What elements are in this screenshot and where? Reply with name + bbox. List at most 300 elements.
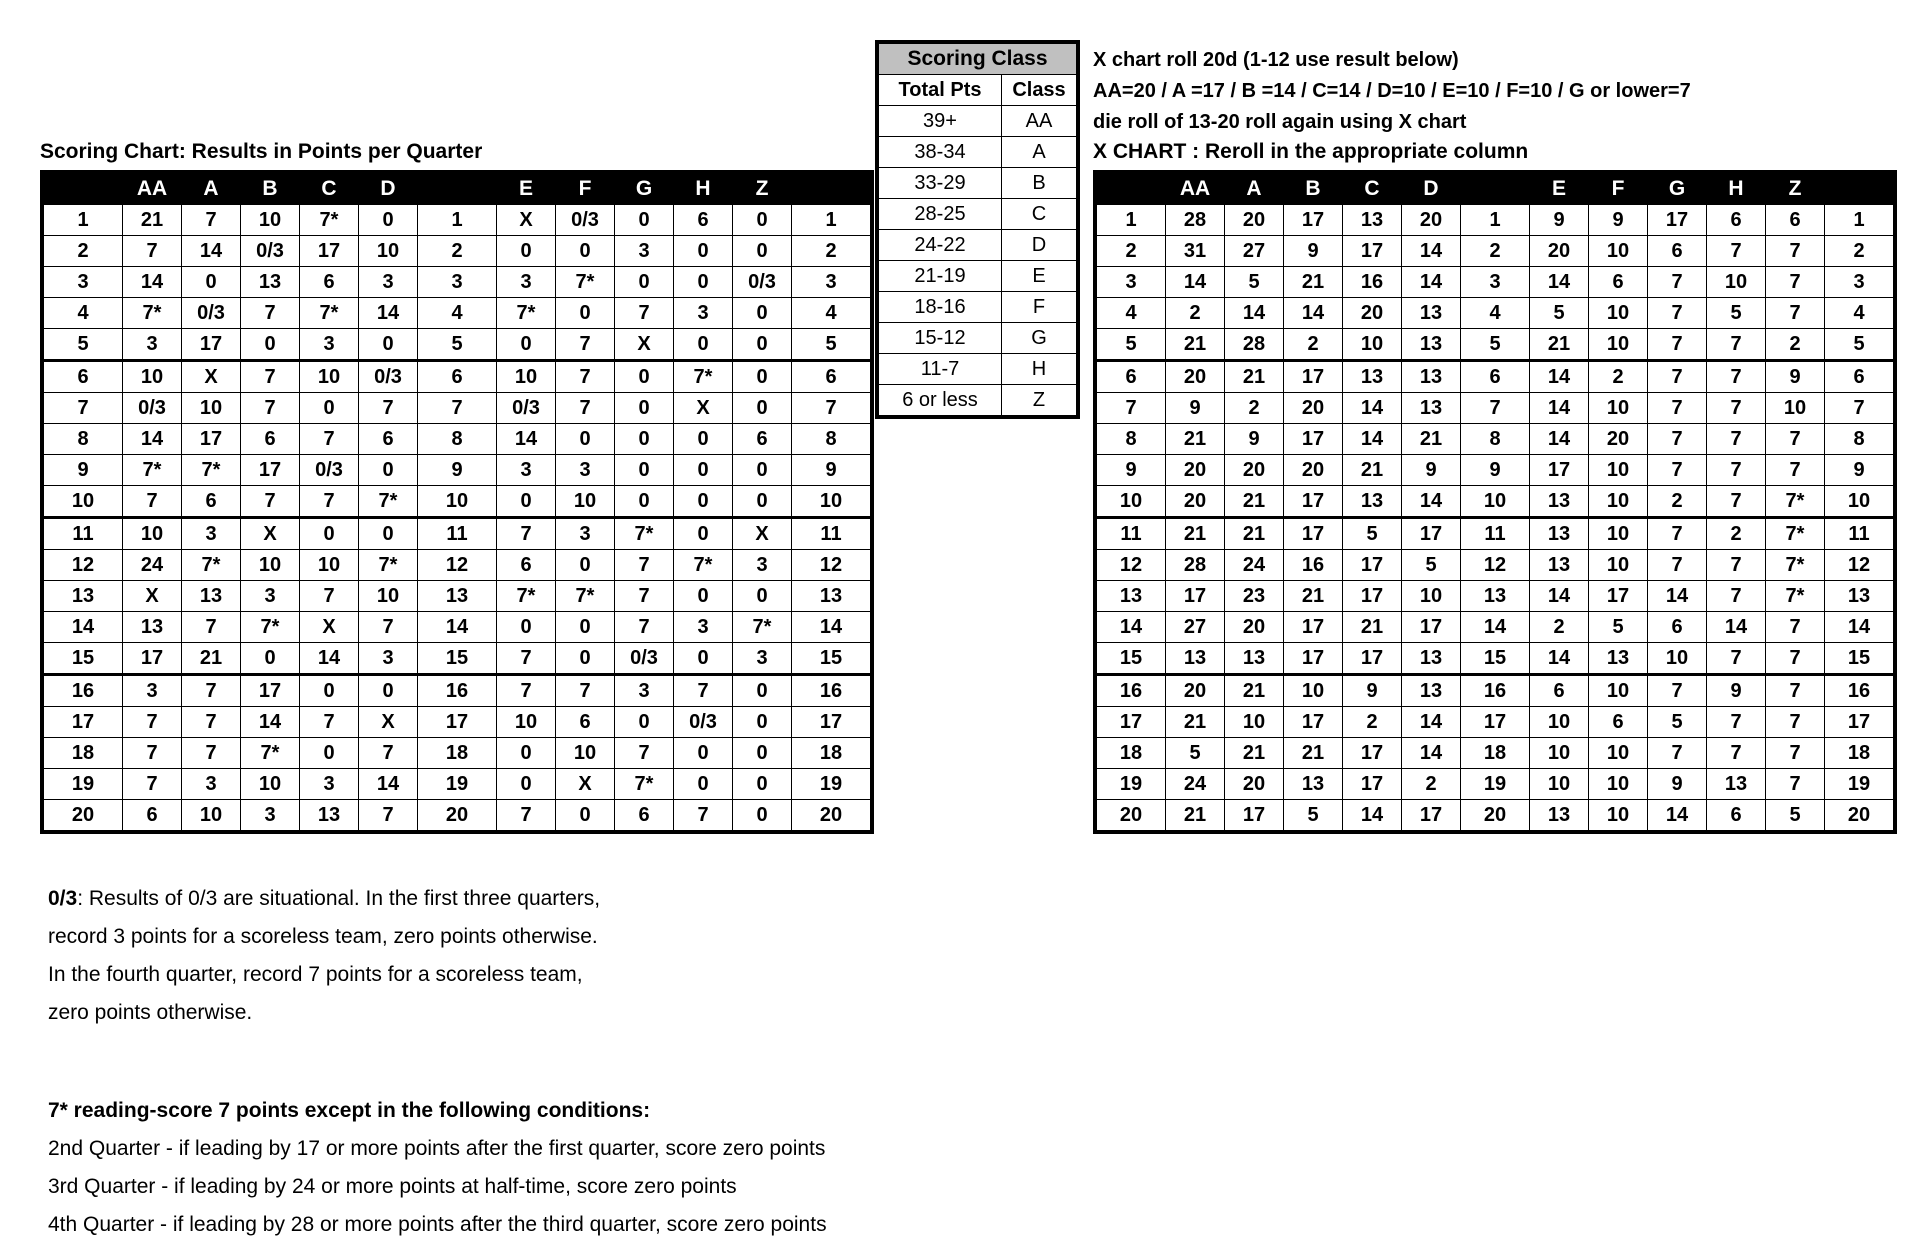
row-number-left: 19 (44, 769, 123, 800)
data-cell: 10 (241, 550, 300, 581)
data-cell: 3 (674, 612, 733, 643)
data-cell: 5 (1225, 267, 1284, 298)
data-cell: 17 (241, 455, 300, 486)
data-cell: 14 (1225, 298, 1284, 329)
footnotes-block (48, 880, 827, 1244)
scoring-class-points: 21-19 (879, 261, 1002, 292)
data-cell: 7* (241, 738, 300, 769)
row-number-right: 9 (792, 455, 871, 486)
footnote-03-label: 0/3 (48, 887, 78, 910)
row-number-left: 1 (44, 205, 123, 236)
data-cell: 5 (1166, 738, 1225, 769)
row-number-left: 2 (44, 236, 123, 267)
row-number-left: 3 (44, 267, 123, 298)
col-header-Z: Z (1766, 174, 1825, 205)
data-cell: 7 (497, 800, 556, 831)
footnote-03-line-4: zero points otherwise. (48, 1001, 253, 1024)
data-cell: 7 (1707, 707, 1766, 738)
data-cell: 7 (674, 800, 733, 831)
data-cell: 10 (497, 707, 556, 738)
data-cell: X (300, 612, 359, 643)
data-cell: 6 (1589, 267, 1648, 298)
data-cell: 0 (497, 236, 556, 267)
data-cell: 21 (1225, 518, 1284, 550)
data-cell: 10 (1589, 455, 1648, 486)
scoring-class-letter: H (1002, 354, 1077, 385)
row-number-mid: 10 (418, 486, 497, 518)
x-chart-body (1097, 205, 1894, 831)
row-number-left: 18 (1097, 738, 1166, 769)
data-cell: 7 (123, 707, 182, 738)
data-cell: 7* (556, 581, 615, 612)
table-row (44, 738, 871, 769)
row-number-right: 1 (1825, 205, 1894, 236)
data-cell: 14 (182, 236, 241, 267)
row-number-right: 1 (792, 205, 871, 236)
row-number-left: 20 (1097, 800, 1166, 831)
data-cell: 7* (300, 298, 359, 329)
scoring-class-letter: AA (1002, 106, 1077, 137)
row-number-mid: 14 (1461, 612, 1530, 643)
data-cell: 21 (1225, 486, 1284, 518)
data-cell: 3 (674, 298, 733, 329)
scoring-class-letter: A (1002, 137, 1077, 168)
row-number-left: 6 (44, 361, 123, 393)
data-cell: 7 (1648, 424, 1707, 455)
data-cell: 24 (1166, 769, 1225, 800)
data-cell: 17 (1343, 236, 1402, 267)
row-number-right: 3 (1825, 267, 1894, 298)
data-cell: 7 (300, 581, 359, 612)
row-number-mid: 1 (1461, 205, 1530, 236)
row-number-left: 9 (1097, 455, 1166, 486)
row-number-right: 4 (1825, 298, 1894, 329)
scoring-class-row (879, 137, 1077, 168)
data-cell: 0 (733, 675, 792, 707)
data-cell: 20 (1589, 424, 1648, 455)
data-cell: 5 (1707, 298, 1766, 329)
data-cell: 16 (1343, 267, 1402, 298)
data-cell: 7 (241, 361, 300, 393)
data-cell: 23 (1225, 581, 1284, 612)
data-cell: 7 (1648, 393, 1707, 424)
data-cell: 0 (359, 205, 418, 236)
data-cell: 7* (556, 267, 615, 298)
data-cell: 7 (300, 486, 359, 518)
data-cell: 14 (1530, 581, 1589, 612)
data-cell: 7 (1648, 550, 1707, 581)
data-cell: 10 (300, 550, 359, 581)
table-row (1097, 612, 1894, 643)
col-header-H: H (674, 174, 733, 205)
col-header-E: E (1530, 174, 1589, 205)
scoring-class-row (879, 323, 1077, 354)
col-header-G: G (615, 174, 674, 205)
scoring-class-points: 33-29 (879, 168, 1002, 199)
data-cell: 10 (1589, 393, 1648, 424)
data-cell: 0 (674, 518, 733, 550)
row-number-right: 2 (1825, 236, 1894, 267)
data-cell: 3 (615, 675, 674, 707)
data-cell: 7* (1766, 486, 1825, 518)
data-cell: 10 (241, 769, 300, 800)
row-number-left: 16 (44, 675, 123, 707)
scoring-class-header-class: Class (1002, 75, 1077, 106)
data-cell: 7 (1766, 612, 1825, 643)
data-cell: 10 (497, 361, 556, 393)
table-row (1097, 643, 1894, 675)
data-cell: 0 (241, 329, 300, 361)
data-cell: 0 (182, 267, 241, 298)
row-number-right: 13 (1825, 581, 1894, 612)
data-cell: 0/3 (300, 455, 359, 486)
data-cell: 21 (182, 643, 241, 675)
table-row (44, 329, 871, 361)
data-cell: 7 (182, 205, 241, 236)
data-cell: 14 (1402, 738, 1461, 769)
data-cell: 5 (1343, 518, 1402, 550)
data-cell: 10 (182, 800, 241, 831)
data-cell: 0 (674, 424, 733, 455)
data-cell: 0 (733, 298, 792, 329)
col-header-A: A (1225, 174, 1284, 205)
footnote-03-line-2: record 3 points for a scoreless team, zero points otherwise. (48, 925, 598, 948)
data-cell: 17 (1343, 581, 1402, 612)
row-number-left: 12 (44, 550, 123, 581)
table-row (44, 205, 871, 236)
data-cell: 0 (733, 581, 792, 612)
data-cell: 0 (733, 393, 792, 424)
data-cell: 20 (1225, 455, 1284, 486)
row-number-right: 17 (792, 707, 871, 738)
data-cell: 21 (1284, 738, 1343, 769)
row-number-left: 15 (1097, 643, 1166, 675)
data-cell: 17 (1343, 643, 1402, 675)
row-number-left: 13 (1097, 581, 1166, 612)
data-cell: 0 (733, 707, 792, 738)
data-cell: 21 (1284, 581, 1343, 612)
table-row (1097, 267, 1894, 298)
data-cell: 0 (674, 769, 733, 800)
row-number-mid: 7 (1461, 393, 1530, 424)
data-cell: 0 (674, 581, 733, 612)
scoring-class-points: 24-22 (879, 230, 1002, 261)
data-cell: 10 (556, 486, 615, 518)
data-cell: 7 (182, 675, 241, 707)
row-number-mid: 10 (1461, 486, 1530, 518)
data-cell: 10 (556, 738, 615, 769)
data-cell: 0 (674, 486, 733, 518)
data-cell: 10 (1402, 581, 1461, 612)
row-number-left: 9 (44, 455, 123, 486)
data-cell: 10 (1589, 298, 1648, 329)
scoring-class-points: 38-34 (879, 137, 1002, 168)
footnote-7-line-3: 4th Quarter - if leading by 28 or more points after the third quarter, score zero points (48, 1213, 827, 1236)
row-number-left: 18 (44, 738, 123, 769)
scoring-class-row (879, 199, 1077, 230)
col-header-rownum-right (1825, 174, 1894, 205)
row-number-mid: 14 (418, 612, 497, 643)
data-cell: 24 (1225, 550, 1284, 581)
data-cell: 7 (1707, 486, 1766, 518)
data-cell: 9 (1589, 205, 1648, 236)
data-cell: X (241, 518, 300, 550)
data-cell: 10 (1766, 393, 1825, 424)
row-number-left: 1 (1097, 205, 1166, 236)
table-row (44, 518, 871, 550)
data-cell: 6 (1766, 205, 1825, 236)
data-cell: 10 (1530, 707, 1589, 738)
row-number-right: 12 (1825, 550, 1894, 581)
data-cell: X (674, 393, 733, 424)
data-cell: 6 (615, 800, 674, 831)
data-cell: 9 (1166, 393, 1225, 424)
row-number-left: 11 (1097, 518, 1166, 550)
data-cell: 7 (1766, 738, 1825, 769)
data-cell: 10 (1530, 738, 1589, 769)
row-number-right: 7 (792, 393, 871, 424)
data-cell: 21 (1166, 329, 1225, 361)
row-number-mid: 19 (1461, 769, 1530, 800)
data-cell: 10 (1589, 550, 1648, 581)
data-cell: 20 (1530, 236, 1589, 267)
data-cell: 7 (1707, 329, 1766, 361)
col-header-AA: AA (123, 174, 182, 205)
scoring-class-body (879, 44, 1077, 416)
row-number-mid: 18 (1461, 738, 1530, 769)
data-cell: 0 (615, 486, 674, 518)
row-number-mid: 8 (1461, 424, 1530, 455)
row-number-right: 2 (792, 236, 871, 267)
data-cell: 20 (1166, 675, 1225, 707)
table-row (44, 361, 871, 393)
footnote-03-text-1: : Results of 0/3 are situational. In the first three quarters, (77, 887, 601, 910)
data-cell: 13 (1707, 769, 1766, 800)
data-cell: 7* (182, 455, 241, 486)
data-cell: 0 (300, 393, 359, 424)
data-cell: 21 (1166, 800, 1225, 831)
data-cell: 0/3 (359, 361, 418, 393)
data-cell: 6 (1648, 612, 1707, 643)
row-number-right: 4 (792, 298, 871, 329)
data-cell: 0 (556, 424, 615, 455)
data-cell: 7* (674, 550, 733, 581)
data-cell: 16 (1284, 550, 1343, 581)
data-cell: 7 (497, 643, 556, 675)
data-cell: 7* (123, 455, 182, 486)
data-cell: 7 (556, 393, 615, 424)
row-number-mid: 12 (418, 550, 497, 581)
data-cell: 27 (1225, 236, 1284, 267)
scoring-class-row (879, 354, 1077, 385)
data-cell: 5 (1530, 298, 1589, 329)
data-cell: 13 (1402, 643, 1461, 675)
data-cell: 2 (1589, 361, 1648, 393)
scoring-class-letter: E (1002, 261, 1077, 292)
data-cell: 7 (1707, 550, 1766, 581)
data-cell: 0 (615, 205, 674, 236)
data-cell: 0/3 (733, 267, 792, 298)
row-number-left: 17 (1097, 707, 1166, 738)
data-cell: 21 (1343, 612, 1402, 643)
data-cell: 14 (1402, 707, 1461, 738)
table-row (44, 707, 871, 738)
data-cell: 6 (241, 424, 300, 455)
data-cell: 9 (1402, 455, 1461, 486)
data-cell: 17 (1284, 707, 1343, 738)
data-cell: 9 (1225, 424, 1284, 455)
row-number-mid: 11 (418, 518, 497, 550)
row-number-right: 8 (1825, 424, 1894, 455)
row-number-mid: 4 (1461, 298, 1530, 329)
row-number-right: 16 (792, 675, 871, 707)
data-cell: 10 (1589, 486, 1648, 518)
data-cell: 10 (123, 518, 182, 550)
data-cell: 21 (1530, 329, 1589, 361)
data-cell: 13 (1284, 769, 1343, 800)
x-chart-head (1097, 174, 1894, 205)
data-cell: 7 (556, 675, 615, 707)
data-cell: X (123, 581, 182, 612)
data-cell: 13 (1402, 298, 1461, 329)
scoring-class-letter: G (1002, 323, 1077, 354)
data-cell: 17 (1225, 800, 1284, 831)
data-cell: 10 (1589, 800, 1648, 831)
row-number-mid: 4 (418, 298, 497, 329)
data-cell: 6 (1530, 675, 1589, 707)
data-cell: 13 (123, 612, 182, 643)
data-cell: 3 (300, 769, 359, 800)
table-row (1097, 707, 1894, 738)
data-cell: 3 (300, 329, 359, 361)
data-cell: 7* (497, 298, 556, 329)
data-cell: 7* (359, 486, 418, 518)
data-cell: 14 (359, 298, 418, 329)
data-cell: 13 (1402, 329, 1461, 361)
scoring-class-letter: F (1002, 292, 1077, 323)
data-cell: 2 (1530, 612, 1589, 643)
row-number-right: 20 (792, 800, 871, 831)
data-cell: 10 (359, 581, 418, 612)
data-cell: 7 (1648, 675, 1707, 707)
data-cell: 7 (1648, 738, 1707, 769)
data-cell: 7* (497, 581, 556, 612)
scoring-class-letter: D (1002, 230, 1077, 261)
data-cell: 0 (615, 707, 674, 738)
scoring-chart-header-row (44, 174, 871, 205)
row-number-right: 14 (792, 612, 871, 643)
row-number-right: 15 (792, 643, 871, 675)
data-cell: 13 (241, 267, 300, 298)
data-cell: 7* (1766, 550, 1825, 581)
data-cell: 21 (1343, 455, 1402, 486)
data-cell: 7 (556, 361, 615, 393)
data-cell: 21 (123, 205, 182, 236)
table-row (1097, 550, 1894, 581)
table-row (1097, 329, 1894, 361)
data-cell: 0 (733, 236, 792, 267)
data-cell: 10 (359, 236, 418, 267)
row-number-mid: 18 (418, 738, 497, 769)
data-cell: 10 (1589, 518, 1648, 550)
data-cell: 7 (497, 518, 556, 550)
data-cell: 3 (241, 581, 300, 612)
data-cell: 2 (1766, 329, 1825, 361)
row-number-left: 20 (44, 800, 123, 831)
data-cell: 6 (123, 800, 182, 831)
col-header-A: A (182, 174, 241, 205)
data-cell: 17 (1284, 486, 1343, 518)
data-cell: 0 (615, 267, 674, 298)
data-cell: 0 (497, 738, 556, 769)
data-cell: 0 (674, 329, 733, 361)
data-cell: 3 (359, 643, 418, 675)
data-cell: 0/3 (241, 236, 300, 267)
row-number-left: 7 (1097, 393, 1166, 424)
row-number-right: 17 (1825, 707, 1894, 738)
scoring-class-title-row (879, 44, 1077, 75)
row-number-right: 20 (1825, 800, 1894, 831)
data-cell: X (615, 329, 674, 361)
table-row (1097, 205, 1894, 236)
data-cell: X (556, 769, 615, 800)
row-number-mid: 15 (418, 643, 497, 675)
data-cell: 14 (1648, 800, 1707, 831)
data-cell: 14 (300, 643, 359, 675)
row-number-right: 12 (792, 550, 871, 581)
data-cell: 0 (615, 424, 674, 455)
data-cell: 0 (674, 455, 733, 486)
data-cell: 3 (556, 518, 615, 550)
data-cell: 2 (1648, 486, 1707, 518)
table-row (44, 236, 871, 267)
row-number-mid: 3 (418, 267, 497, 298)
data-cell: 10 (1648, 643, 1707, 675)
data-cell: 28 (1166, 550, 1225, 581)
data-cell: 0 (359, 518, 418, 550)
data-cell: 13 (1530, 550, 1589, 581)
data-cell: 10 (241, 205, 300, 236)
data-cell: 0 (674, 738, 733, 769)
data-cell: 7 (1707, 361, 1766, 393)
table-row (1097, 518, 1894, 550)
data-cell: 7 (1648, 267, 1707, 298)
data-cell: 7* (300, 205, 359, 236)
scoring-chart-border (40, 170, 874, 834)
row-number-mid: 16 (1461, 675, 1530, 707)
table-row (44, 393, 871, 424)
data-cell: 7 (1648, 329, 1707, 361)
data-cell: 20 (1166, 486, 1225, 518)
data-cell: 3 (615, 236, 674, 267)
data-cell: 3 (556, 455, 615, 486)
row-number-right: 13 (792, 581, 871, 612)
x-chart-title: X CHART : Reroll in the appropriate column (1093, 140, 1529, 163)
data-cell: 13 (1402, 393, 1461, 424)
data-cell: 14 (1166, 267, 1225, 298)
data-cell: 3 (123, 675, 182, 707)
data-cell: 0 (733, 769, 792, 800)
row-number-mid: 19 (418, 769, 497, 800)
scoring-class-block (875, 40, 1080, 424)
data-cell: 0 (300, 675, 359, 707)
data-cell: 13 (1225, 643, 1284, 675)
data-cell: 7 (182, 612, 241, 643)
data-cell: 2 (1166, 298, 1225, 329)
scoring-class-letter: C (1002, 199, 1077, 230)
data-cell: 5 (1766, 800, 1825, 831)
data-cell: 10 (1707, 267, 1766, 298)
